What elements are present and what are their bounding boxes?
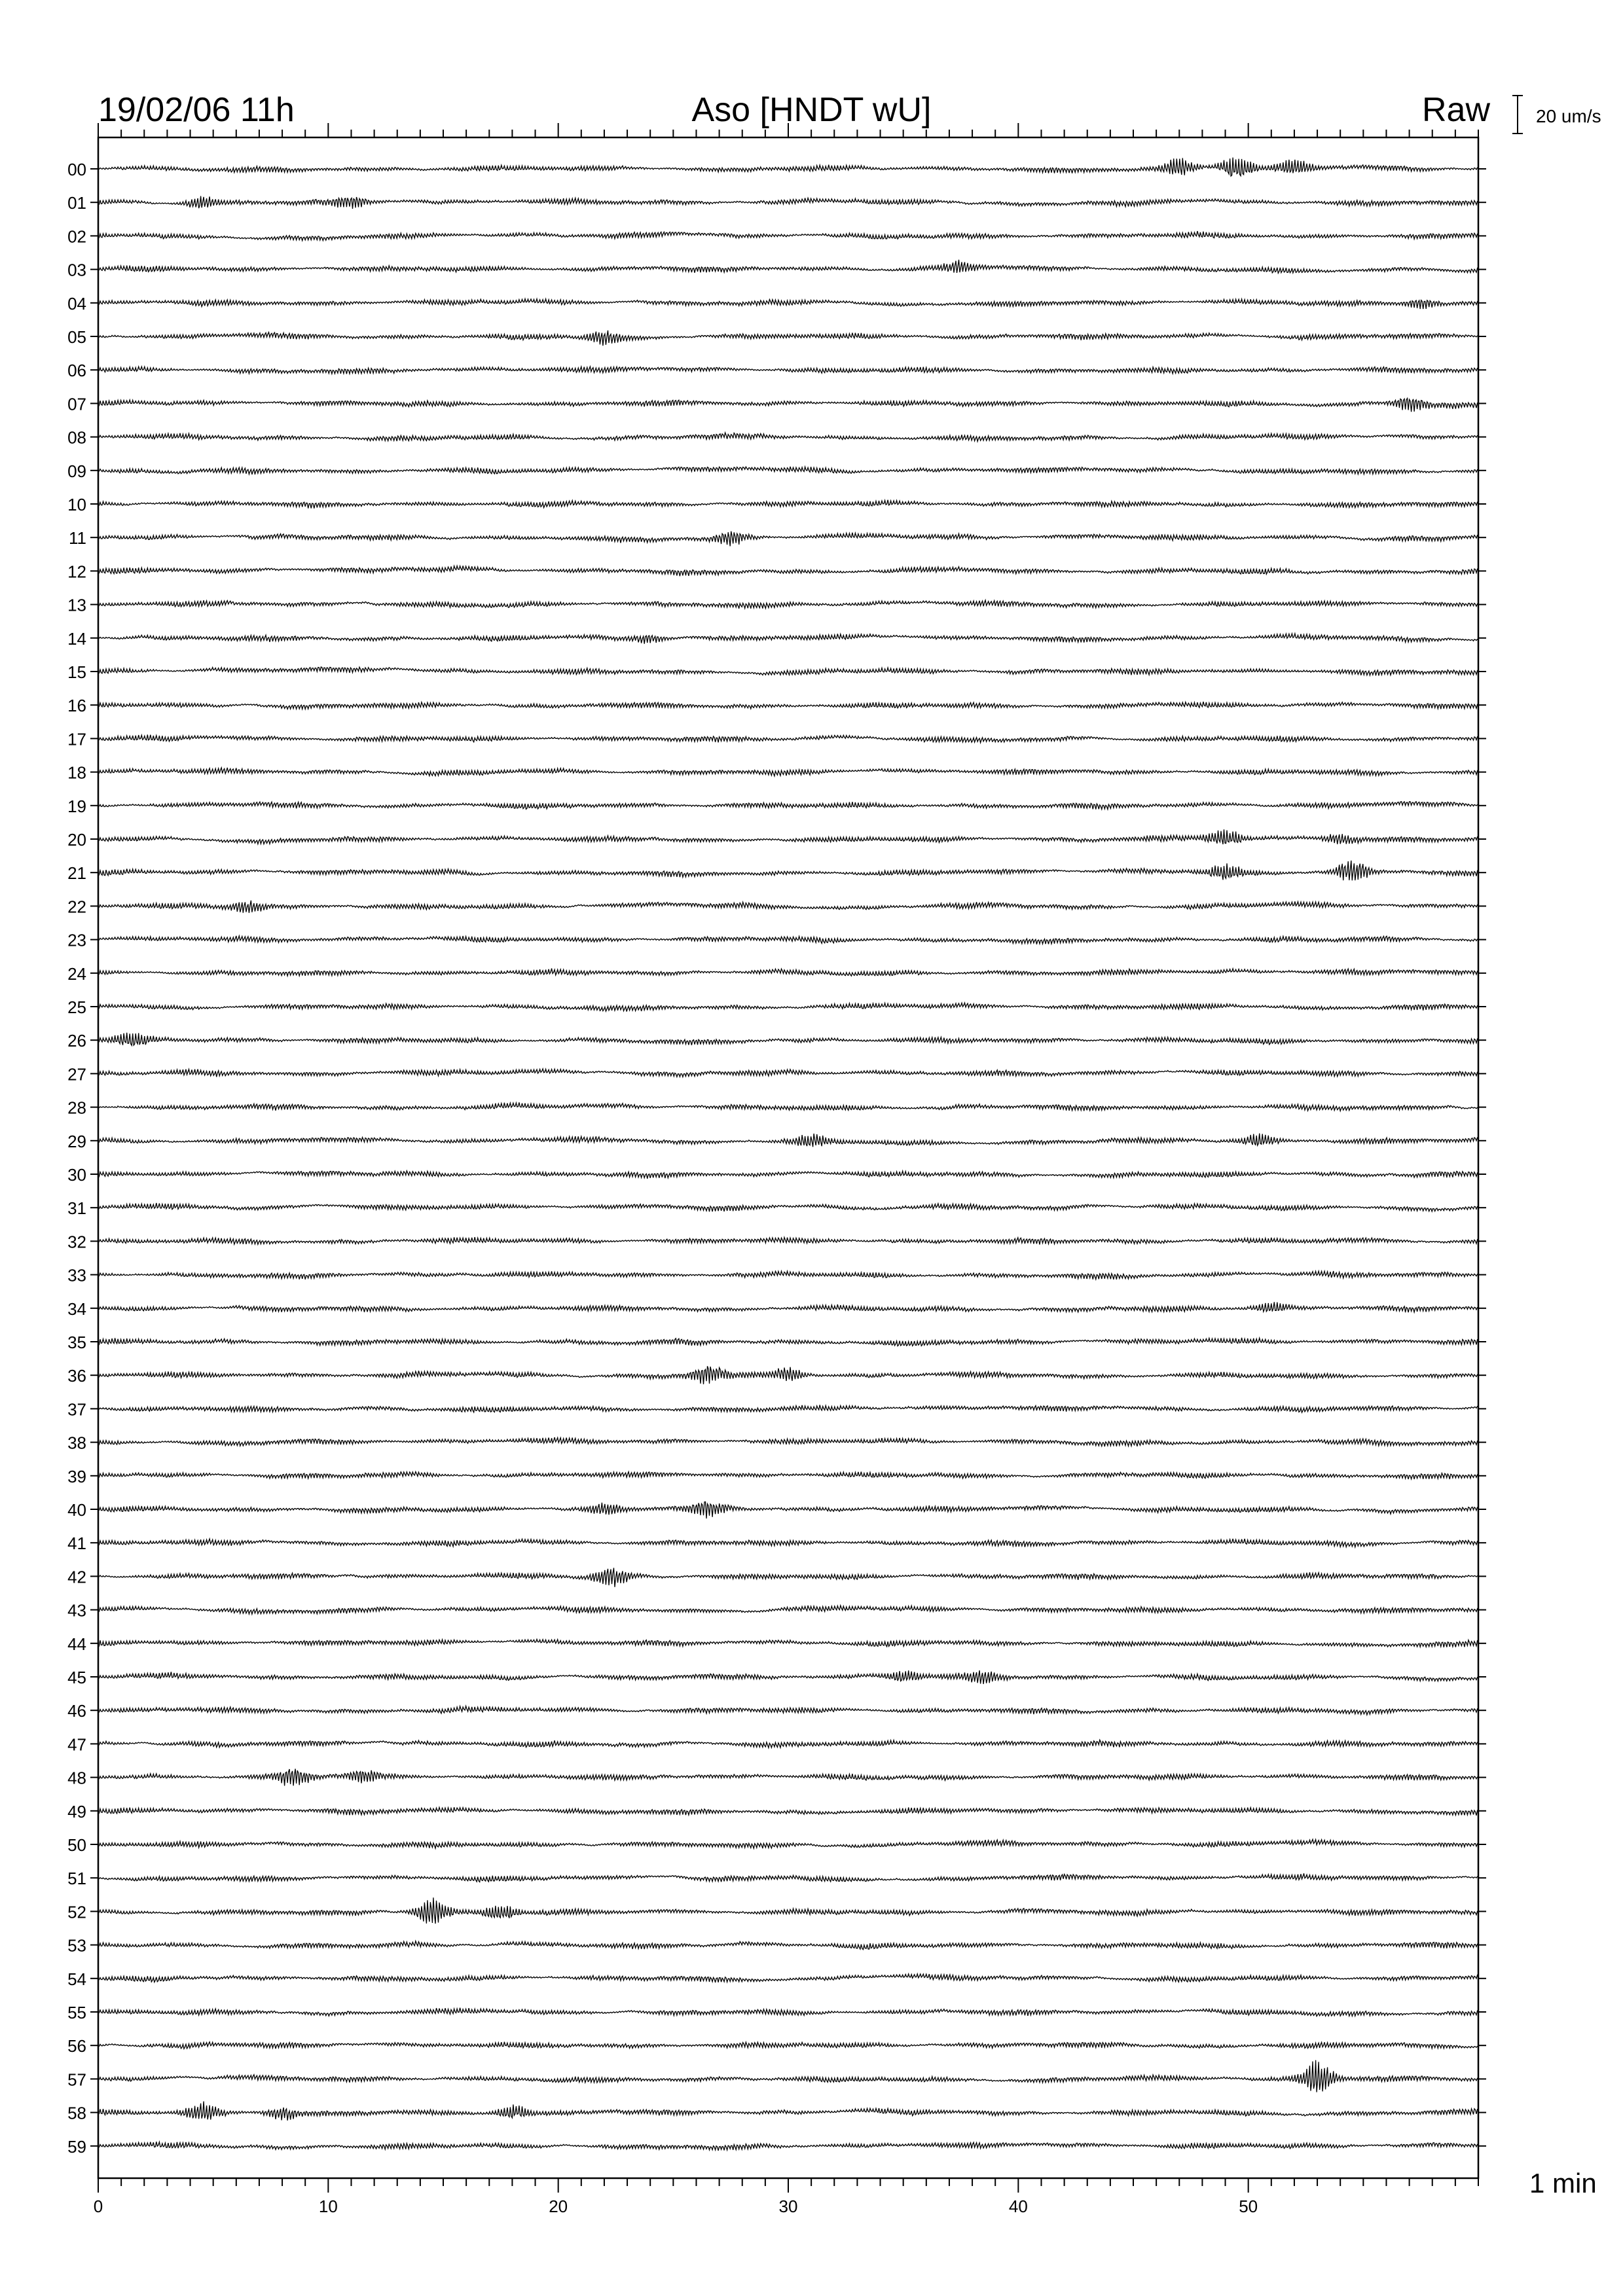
row-label: 40 xyxy=(67,1500,86,1520)
row-label: 17 xyxy=(67,729,86,749)
row-label: 53 xyxy=(67,1935,86,1956)
trace-line xyxy=(98,735,1478,743)
trace-line xyxy=(98,1502,1478,1519)
trace-line xyxy=(98,1670,1478,1684)
trace-line xyxy=(98,1203,1478,1211)
row-label: 10 xyxy=(67,495,86,514)
trace-line xyxy=(98,667,1478,675)
trace-line xyxy=(98,1302,1478,1312)
row-label: 32 xyxy=(67,1232,86,1252)
row-label: 48 xyxy=(67,1768,86,1788)
x-tick-label: 0 xyxy=(93,2197,103,2216)
trace-line xyxy=(98,331,1478,346)
row-label: 34 xyxy=(67,1299,86,1319)
row-label: 28 xyxy=(67,1098,86,1118)
trace-line xyxy=(98,969,1478,977)
trace-line xyxy=(98,196,1478,209)
trace-line xyxy=(98,158,1478,176)
row-label: 49 xyxy=(67,1801,86,1821)
row-label: 04 xyxy=(67,293,86,314)
x-tick-label: 10 xyxy=(318,2197,338,2216)
row-label: 36 xyxy=(67,1366,86,1386)
trace-line xyxy=(98,399,1478,412)
row-label: 12 xyxy=(67,562,86,582)
row-label: 47 xyxy=(67,1734,86,1755)
row-label: 56 xyxy=(67,2036,86,2056)
trace-line xyxy=(98,467,1478,475)
trace-line xyxy=(98,901,1478,913)
trace-line xyxy=(98,531,1478,547)
row-label: 50 xyxy=(67,1835,86,1855)
row-label: 01 xyxy=(67,193,86,213)
x-tick-label: 50 xyxy=(1239,2197,1258,2216)
row-label: 51 xyxy=(67,1869,86,1889)
chart-title: Aso [HNDT wU] xyxy=(691,91,932,129)
row-label: 44 xyxy=(67,1634,86,1654)
trace-line xyxy=(98,1605,1478,1614)
row-label: 43 xyxy=(67,1600,86,1621)
trace-line xyxy=(98,634,1478,644)
row-label: 24 xyxy=(67,963,86,984)
row-label: 00 xyxy=(67,160,86,179)
trace-line xyxy=(98,802,1478,810)
row-label: 13 xyxy=(67,595,86,615)
trace-line xyxy=(98,829,1478,844)
row-label: 35 xyxy=(67,1333,86,1352)
row-label: 57 xyxy=(67,2070,86,2090)
trace-line xyxy=(98,231,1478,241)
trace-line xyxy=(98,2142,1478,2151)
x-tick-label: 40 xyxy=(1008,2197,1028,2216)
row-label: 29 xyxy=(67,1131,86,1151)
row-label: 58 xyxy=(67,2103,86,2123)
trace-line xyxy=(98,260,1478,274)
trace-line xyxy=(98,1568,1478,1587)
row-label: 02 xyxy=(67,226,86,247)
trace-line xyxy=(98,1171,1478,1179)
trace-line xyxy=(98,1807,1478,1816)
trace-line xyxy=(98,1271,1478,1280)
row-label: 41 xyxy=(67,1534,86,1554)
row-label: 26 xyxy=(67,1031,86,1051)
trace-line xyxy=(98,1769,1478,1786)
x-tick-label: 20 xyxy=(549,2197,568,2216)
trace-line xyxy=(98,2042,1478,2049)
row-label: 07 xyxy=(67,394,86,414)
row-label: 46 xyxy=(67,1701,86,1721)
row-label: 52 xyxy=(67,1902,86,1922)
x-tick-label: 30 xyxy=(778,2197,798,2216)
trace-line xyxy=(98,1941,1478,1950)
trace-line xyxy=(98,600,1478,609)
row-label: 21 xyxy=(67,863,86,884)
row-label: 59 xyxy=(67,2136,86,2157)
row-label: 05 xyxy=(67,327,86,347)
row-label: 31 xyxy=(67,1198,86,1219)
row-label: 20 xyxy=(67,830,86,850)
trace-line xyxy=(98,1366,1478,1384)
trace-line xyxy=(98,1897,1478,1924)
row-label: 27 xyxy=(67,1064,86,1085)
row-label: 06 xyxy=(67,361,86,381)
row-label: 14 xyxy=(67,628,86,649)
trace-line xyxy=(98,1338,1478,1346)
row-label: 39 xyxy=(67,1466,86,1486)
row-label: 30 xyxy=(67,1165,86,1185)
trace-group xyxy=(98,158,1478,2151)
row-label: 18 xyxy=(67,762,86,783)
trace-line xyxy=(98,1640,1478,1647)
trace-line xyxy=(98,1237,1478,1244)
mode-label: Raw xyxy=(1421,91,1490,129)
trace-line xyxy=(98,1974,1478,1982)
row-label: 25 xyxy=(67,997,86,1017)
trace-line xyxy=(98,2060,1478,2092)
row-label: 22 xyxy=(67,897,86,917)
row-label: 33 xyxy=(67,1265,86,1285)
trace-line xyxy=(98,1839,1478,1848)
trace-line xyxy=(98,1069,1478,1077)
row-label: 19 xyxy=(67,796,86,816)
row-label: 08 xyxy=(67,427,86,448)
trace-line xyxy=(98,1102,1478,1111)
row-label: 16 xyxy=(67,696,86,716)
row-label: 54 xyxy=(67,1969,86,1989)
trace-line xyxy=(98,565,1478,576)
trace-line xyxy=(98,299,1478,310)
trace-line xyxy=(98,1437,1478,1446)
trace-line xyxy=(98,768,1478,776)
trace-line xyxy=(98,1003,1478,1011)
trace-line xyxy=(98,500,1478,509)
row-label: 45 xyxy=(67,1668,86,1687)
trace-line xyxy=(98,1134,1478,1147)
row-label: 15 xyxy=(67,662,86,682)
trace-line xyxy=(98,1740,1478,1748)
row-label: 38 xyxy=(67,1433,86,1453)
row-label: 55 xyxy=(67,2003,86,2022)
trace-line xyxy=(98,2102,1478,2121)
plot-frame xyxy=(98,137,1478,2178)
row-label: 11 xyxy=(69,528,86,548)
trace-line xyxy=(98,1706,1478,1715)
scale-bar-label: 20 um/s xyxy=(1536,106,1601,126)
trace-line xyxy=(98,1472,1478,1479)
trace-line xyxy=(98,1405,1478,1413)
trace-line xyxy=(98,433,1478,441)
trace-line xyxy=(98,367,1478,374)
trace-line xyxy=(98,936,1478,944)
x-unit-label: 1 min xyxy=(1529,2168,1597,2198)
trace-line xyxy=(98,2008,1478,2017)
row-label: 23 xyxy=(67,930,86,950)
trace-line xyxy=(98,861,1478,880)
trace-line xyxy=(98,702,1478,709)
trace-line xyxy=(98,1033,1478,1046)
trace-line xyxy=(98,1539,1478,1547)
row-label: 37 xyxy=(67,1399,86,1420)
trace-line xyxy=(98,1873,1478,1882)
row-label: 42 xyxy=(67,1567,86,1587)
row-label: 03 xyxy=(67,260,86,280)
row-label: 09 xyxy=(67,461,86,481)
date-hour-label: 19/02/06 11h xyxy=(98,91,295,129)
